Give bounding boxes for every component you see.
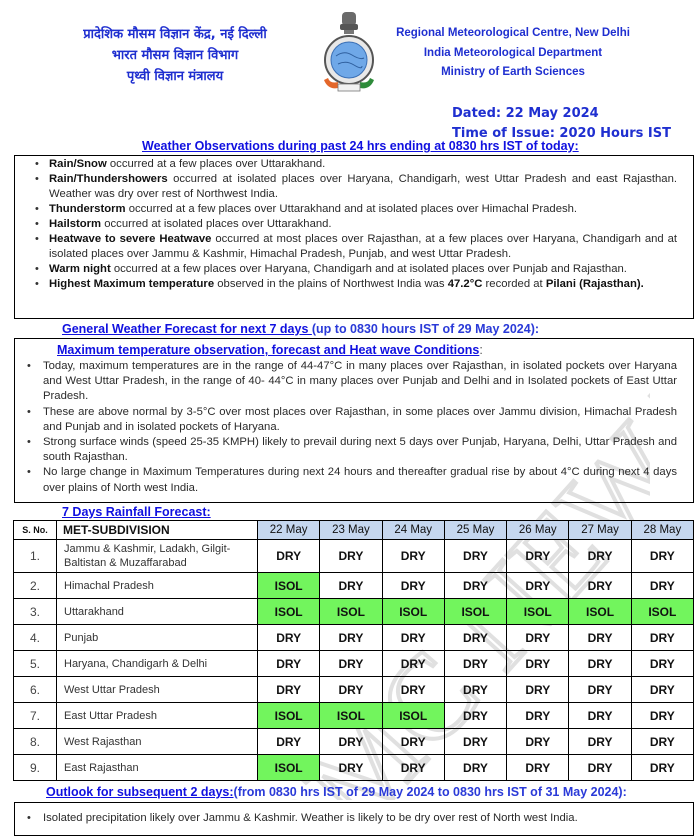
- forecast-cell: DRY: [382, 651, 444, 677]
- table-row: [14, 651, 694, 677]
- english-line-1: Regional Meteorological Centre, New Delhi: [396, 27, 630, 39]
- forecast-cell: DRY: [507, 625, 569, 651]
- forecast-cell: DRY: [507, 573, 569, 599]
- forecast-cell: DRY: [444, 625, 506, 651]
- header-date: 23 May: [320, 521, 382, 540]
- observations-title: Weather Observations during past 24 hrs ending at 0830 hrs IST of today:: [142, 139, 579, 153]
- observation-keyword: Thunderstorm: [49, 203, 126, 215]
- forecast-cell: DRY: [631, 677, 693, 703]
- dated-text: Dated: 22 May 2024: [452, 106, 599, 121]
- forecast-cell: DRY: [382, 677, 444, 703]
- forecast-cell: ISOL: [258, 703, 320, 729]
- time-of-issue: Time of Issue: 2020 Hours IST: [452, 126, 671, 141]
- forecast-cell: DRY: [507, 540, 569, 573]
- header-date: 26 May: [507, 521, 569, 540]
- forecast-cell: DRY: [444, 573, 506, 599]
- row-subdivision: West Rajasthan: [57, 729, 258, 755]
- observation-item: [15, 157, 677, 172]
- rainfall-title: 7 Days Rainfall Forecast:: [62, 505, 211, 519]
- row-subdivision: East Rajasthan: [57, 755, 258, 781]
- observation-keyword: Warm night: [49, 263, 111, 275]
- general-forecast-box: [14, 338, 694, 503]
- forecast-cell: DRY: [631, 755, 693, 781]
- forecast-cell: DRY: [444, 677, 506, 703]
- forecast-cell: DRY: [569, 755, 631, 781]
- english-line-3: Ministry of Earth Sciences: [441, 66, 585, 78]
- observation-text: occurred at most places over Rajasthan, at a few places over Haryana, Chandigarh and at isolated places over Jammu & Kashmir, Himachal Pradesh, Punjab, and west Uttar Pradesh.: [49, 233, 677, 260]
- row-subdivision: West Uttar Pradesh: [57, 677, 258, 703]
- hindi-header: [40, 24, 310, 87]
- forecast-item: • Strong surface winds (speed 25-35 KMPH) likely to prevail during next 5 days over Punjab, Haryana, Delhi, Uttar Pradesh and south Rajasthan.: [15, 435, 677, 465]
- table-row: [14, 625, 694, 651]
- observation-text: occurred at a few places over Uttarakhand and at isolated places over Himachal Pradesh.: [125, 203, 578, 215]
- forecast-cell: DRY: [569, 625, 631, 651]
- observations-box: [14, 155, 694, 319]
- row-sno: 1.: [14, 540, 57, 573]
- observation-keyword: 47.2°C: [447, 278, 483, 290]
- issue-info: [452, 104, 671, 144]
- forecast-cell: DRY: [258, 625, 320, 651]
- watermark-text: RMC NEW DELHI: [226, 240, 650, 800]
- observation-text: occurred at isolated places over Haryana, Chandigarh, west Uttar Pradesh and east Rajasthan. Weather was dry over rest of Northwest India.: [49, 173, 677, 200]
- forecast-cell: ISOL: [320, 599, 382, 625]
- row-sno: 4.: [14, 625, 57, 651]
- forecast-cell: ISOL: [258, 599, 320, 625]
- general-forecast-title: General Weather Forecast for next 7 days (up to 0830 hours IST of 29 May 2024):: [62, 322, 540, 336]
- observation-keyword: Rain/Snow: [49, 158, 107, 170]
- row-sno: 9.: [14, 755, 57, 781]
- forecast-cell: DRY: [507, 729, 569, 755]
- rainfall-table: [13, 520, 694, 781]
- row-sno: 3.: [14, 599, 57, 625]
- forecast-cell: DRY: [631, 540, 693, 573]
- forecast-cell: ISOL: [569, 599, 631, 625]
- forecast-cell: DRY: [382, 729, 444, 755]
- row-sno: 7.: [14, 703, 57, 729]
- forecast-cell: DRY: [320, 677, 382, 703]
- row-sno: 6.: [14, 677, 57, 703]
- forecast-cell: DRY: [258, 729, 320, 755]
- outlook-item: • Isolated precipitation likely over Jammu & Kashmir. Weather is likely to be dry over rest of North west India.: [15, 811, 677, 826]
- forecast-cell: DRY: [569, 729, 631, 755]
- row-subdivision: Jammu & Kashmir, Ladakh, Gilgit-Baltistan & Muzaffarabad: [57, 540, 258, 573]
- forecast-cell: DRY: [569, 651, 631, 677]
- forecast-cell: DRY: [382, 573, 444, 599]
- forecast-cell: DRY: [320, 573, 382, 599]
- heatwave-subtitle: Maximum temperature observation, forecast and Heat wave Conditions:: [57, 343, 483, 357]
- table-row: [14, 677, 694, 703]
- row-subdivision: East Uttar Pradesh: [57, 703, 258, 729]
- forecast-cell: DRY: [631, 573, 693, 599]
- forecast-cell: ISOL: [258, 755, 320, 781]
- header-date: 24 May: [382, 521, 444, 540]
- forecast-cell: DRY: [507, 651, 569, 677]
- observation-keyword: Heatwave to severe Heatwave: [49, 233, 212, 245]
- observations-list: [15, 157, 677, 292]
- outlook-box: [14, 802, 694, 836]
- english-header: [378, 24, 648, 83]
- table-row: [14, 755, 694, 781]
- forecast-cell: ISOL: [444, 599, 506, 625]
- row-sno: 2.: [14, 573, 57, 599]
- forecast-cell: DRY: [320, 651, 382, 677]
- forecast-cell: DRY: [631, 729, 693, 755]
- forecast-cell: DRY: [569, 540, 631, 573]
- header-date: 27 May: [569, 521, 631, 540]
- forecast-cell: DRY: [258, 677, 320, 703]
- forecast-cell: DRY: [320, 755, 382, 781]
- row-subdivision: Himachal Pradesh: [57, 573, 258, 599]
- forecast-cell: DRY: [382, 755, 444, 781]
- observation-text: occurred at a few places over Haryana, Chandigarh and at isolated places over Punjab and Rajasthan.: [110, 263, 627, 275]
- imd-emblem-icon: [318, 8, 380, 100]
- forecast-item: • No large change in Maximum Temperatures during next 24 hours and thereafter gradual rise by about 4°C during next 4 days over plains of North west India.: [15, 465, 677, 495]
- general-forecast-list: [15, 359, 677, 496]
- hindi-line-1: प्रादेशिक मौसम विज्ञान केंद्र, नई दिल्ली: [83, 27, 267, 42]
- header-date: 22 May: [258, 521, 320, 540]
- hindi-line-3: पृथ्वी विज्ञान मंत्रालय: [126, 69, 224, 84]
- english-line-2: India Meteorological Department: [423, 46, 603, 59]
- table-row: [14, 703, 694, 729]
- forecast-cell: DRY: [444, 703, 506, 729]
- forecast-cell: DRY: [569, 573, 631, 599]
- forecast-cell: DRY: [507, 755, 569, 781]
- observation-item: [15, 262, 677, 277]
- row-subdivision: Punjab: [57, 625, 258, 651]
- table-row: [14, 573, 694, 599]
- forecast-cell: DRY: [444, 651, 506, 677]
- forecast-cell: DRY: [258, 651, 320, 677]
- forecast-cell: DRY: [444, 755, 506, 781]
- forecast-cell: DRY: [382, 625, 444, 651]
- forecast-cell: ISOL: [382, 703, 444, 729]
- forecast-cell: DRY: [320, 540, 382, 573]
- forecast-cell: DRY: [507, 677, 569, 703]
- observation-keyword: Pilani (Rajasthan).: [545, 278, 644, 290]
- observation-item: [15, 232, 677, 262]
- forecast-cell: ISOL: [631, 599, 693, 625]
- forecast-cell: ISOL: [382, 599, 444, 625]
- hindi-line-2: भारत मौसम विज्ञान विभाग: [111, 48, 239, 63]
- forecast-cell: DRY: [382, 540, 444, 573]
- rainfall-header-row: [14, 521, 694, 540]
- header-sno: S. No.: [14, 521, 57, 540]
- forecast-item: • These are above normal by 3-5°C over most places over Rajasthan, in some places over Jammu division, Himachal Pradesh and Punjab and in isolated pockets of Haryana.: [15, 405, 677, 435]
- table-row: [14, 599, 694, 625]
- forecast-cell: DRY: [320, 625, 382, 651]
- forecast-cell: DRY: [569, 677, 631, 703]
- forecast-cell: DRY: [320, 729, 382, 755]
- observation-item: [15, 172, 677, 202]
- header-date: 25 May: [444, 521, 506, 540]
- observation-item: [15, 202, 677, 217]
- forecast-cell: ISOL: [320, 703, 382, 729]
- outlook-title: Outlook for subsequent 2 days:(from 0830 hrs IST of 29 May 2024 to 0830 hrs IST of 31 May 2024):: [46, 785, 627, 799]
- header-date: 28 May: [631, 521, 693, 540]
- outlook-list: [15, 811, 677, 826]
- rainfall-table-body: [14, 540, 694, 781]
- table-row: [14, 540, 694, 573]
- forecast-cell: ISOL: [258, 573, 320, 599]
- observation-item: [15, 217, 677, 232]
- observation-item: [15, 277, 677, 292]
- header-subdivision: MET-SUBDIVISION: [57, 521, 258, 540]
- row-subdivision: Haryana, Chandigarh & Delhi: [57, 651, 258, 677]
- forecast-cell: DRY: [444, 729, 506, 755]
- forecast-cell: DRY: [569, 703, 631, 729]
- forecast-cell: DRY: [444, 540, 506, 573]
- row-sno: 5.: [14, 651, 57, 677]
- row-sno: 8.: [14, 729, 57, 755]
- observation-text: recorded at: [482, 278, 546, 290]
- row-subdivision: Uttarakhand: [57, 599, 258, 625]
- forecast-cell: DRY: [258, 540, 320, 573]
- forecast-cell: DRY: [631, 651, 693, 677]
- observation-keyword: Highest Maximum temperature: [49, 278, 215, 290]
- observation-text: occurred at a few places over Uttarakhand.: [106, 158, 326, 170]
- forecast-item: • Today, maximum temperatures are in the range of 44-47°C in many places over Rajasthan, in isolated pockets over Haryana and West Uttar Pradesh, in the range of 40- 44°C in many places over Punjab and Delhi and in Isolated pockets of East Uttar Pradesh.: [15, 359, 677, 405]
- observation-keyword: Hailstorm: [49, 218, 102, 230]
- observation-text: occurred at isolated places over Uttarakhand.: [101, 218, 332, 230]
- forecast-cell: DRY: [507, 703, 569, 729]
- forecast-cell: DRY: [631, 703, 693, 729]
- observation-text: observed in the plains of Northwest India was: [214, 278, 448, 290]
- forecast-cell: DRY: [631, 625, 693, 651]
- forecast-cell: ISOL: [507, 599, 569, 625]
- observation-keyword: Rain/Thundershowers: [49, 173, 168, 185]
- table-row: [14, 729, 694, 755]
